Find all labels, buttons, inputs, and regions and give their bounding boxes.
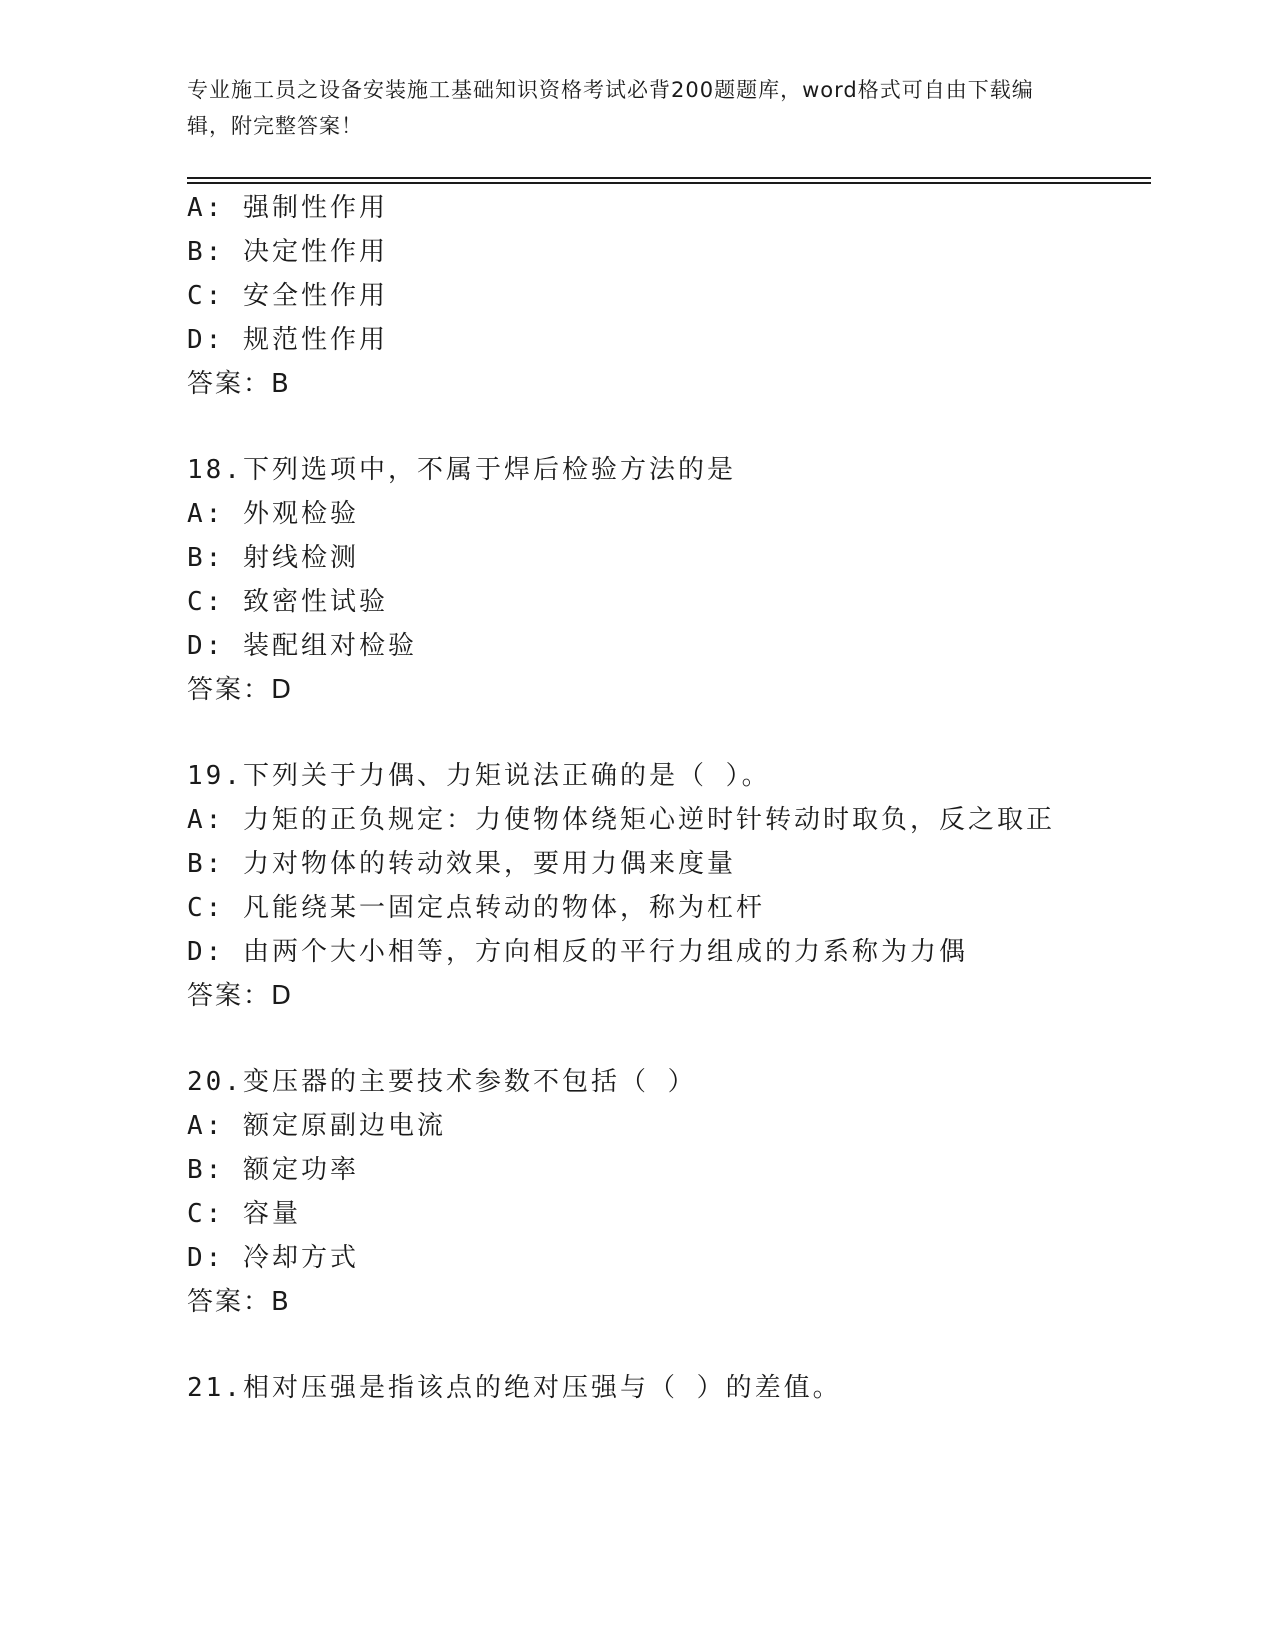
option-b: B: 决定性作用 bbox=[187, 237, 388, 267]
option-c: C: 安全性作用 bbox=[187, 281, 388, 311]
option-d: D: 装配组对检验 bbox=[187, 631, 417, 661]
answer-line: 答案：D bbox=[187, 675, 294, 705]
option-a: A: 强制性作用 bbox=[187, 193, 388, 223]
answer-line: 答案：D bbox=[187, 981, 294, 1011]
option-a: A: 力矩的正负规定：力使物体绕矩心逆时针转动时取负，反之取正 bbox=[187, 805, 1055, 835]
question-stem: 19.下列关于力偶、力矩说法正确的是（ ）。 bbox=[187, 761, 771, 791]
option-b: B: 力对物体的转动效果，要用力偶来度量 bbox=[187, 849, 736, 879]
header-divider-bottom bbox=[187, 182, 1151, 184]
option-d: D: 由两个大小相等，方向相反的平行力组成的力系称为力偶 bbox=[187, 937, 968, 967]
option-a: A: 外观检验 bbox=[187, 499, 359, 529]
option-b: B: 额定功率 bbox=[187, 1155, 359, 1185]
question-stem: 18.下列选项中，不属于焊后检验方法的是 bbox=[187, 455, 736, 485]
option-c: C: 容量 bbox=[187, 1199, 301, 1229]
option-d: D: 冷却方式 bbox=[187, 1243, 359, 1273]
option-c: C: 致密性试验 bbox=[187, 587, 388, 617]
option-c: C: 凡能绕某一固定点转动的物体，称为杠杆 bbox=[187, 893, 765, 923]
header-divider-top bbox=[187, 177, 1151, 179]
question-stem: 21.相对压强是指该点的绝对压强与（ ）的差值。 bbox=[187, 1373, 842, 1403]
option-d: D: 规范性作用 bbox=[187, 325, 388, 355]
option-a: A: 额定原副边电流 bbox=[187, 1111, 446, 1141]
document-intro: 专业施工员之设备安装施工基础知识资格考试必背200题题库，word格式可自由下载编辑，附完整答案！ bbox=[187, 78, 1034, 138]
option-b: B: 射线检测 bbox=[187, 543, 359, 573]
answer-line: 答案：B bbox=[187, 1287, 291, 1317]
question-stem: 20.变压器的主要技术参数不包括（ ） bbox=[187, 1067, 697, 1097]
answer-line: 答案：B bbox=[187, 369, 291, 399]
